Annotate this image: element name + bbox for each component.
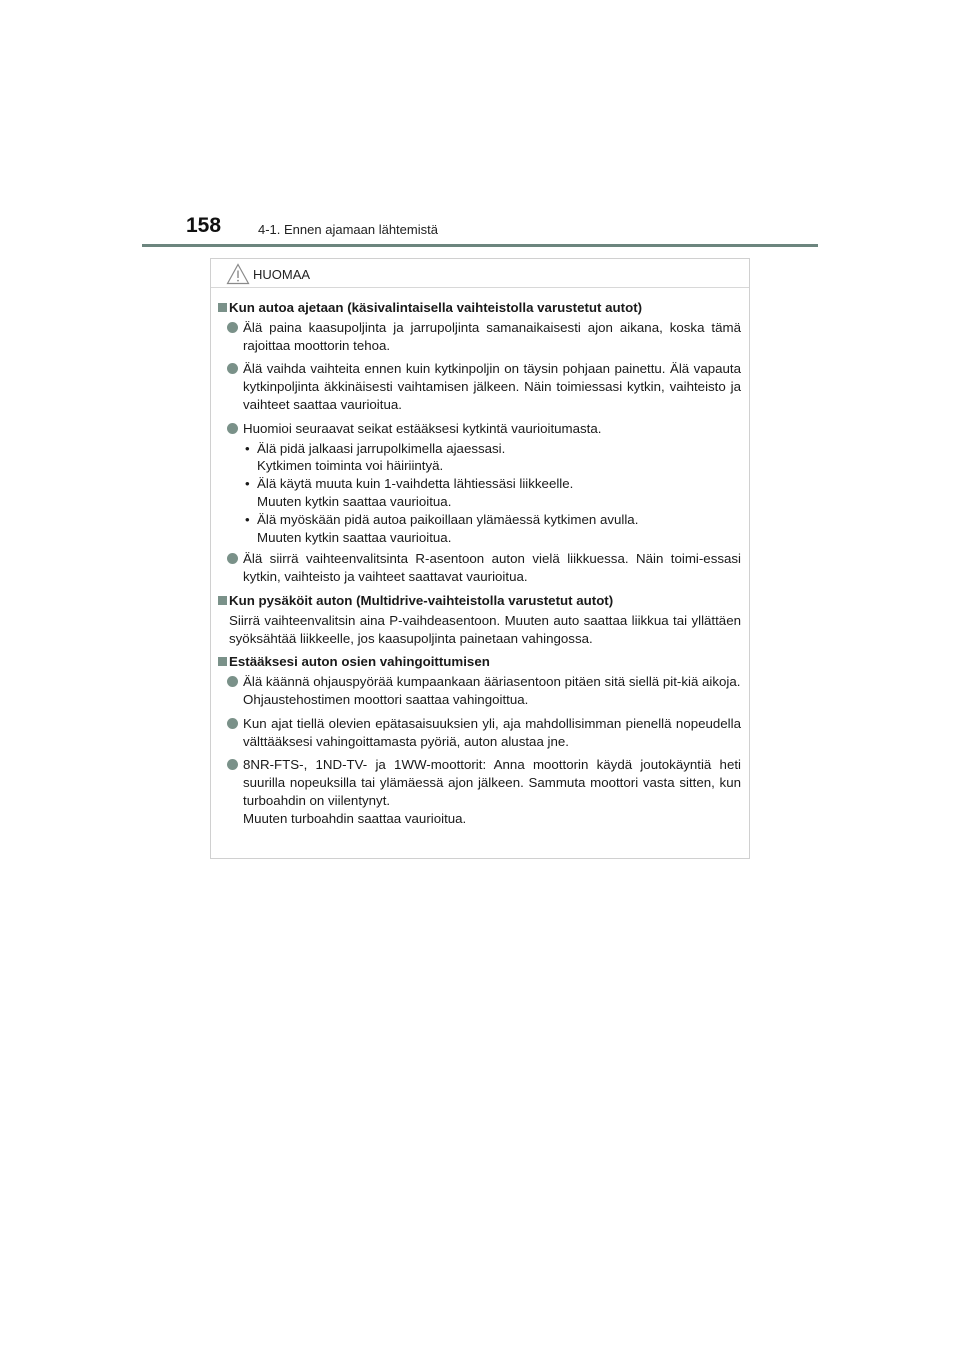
round-bullet-icon [227,363,238,374]
round-bullet-icon [227,322,238,333]
notice-box [210,258,750,859]
list-item: Älä käännä ohjauspyörää kumpaankaan ääriasentoon pitäen sitä siellä pit-kiä aikoja. Ohjaustehostimen moottori saattaa vahingoittua. [211,673,741,709]
notice-header [226,262,310,286]
page-number: 158 [186,214,222,237]
section-heading: Kun autoa ajetaan (käsivalintaisella vaihteistolla varustetut autot) [211,299,741,317]
sub-list [211,440,741,547]
notice-label: HUOMAA [253,266,311,282]
list-item: Huomioi seuraavat seikat estääksesi kytkintä vaurioitumasta. [211,420,741,438]
header-rule [142,244,818,247]
round-bullet-icon [227,553,238,564]
round-bullet-icon [227,423,238,434]
list-item: Älä vaihda vaihteita ennen kuin kytkinpoljin on täysin pohjaan painettu. Älä vapauta kytkinpoljinta äkkinäisesti vaihtamisen jälkeen. Näin toimiessasi kytkin, vaihteisto ja vaihteet saattaa vaurioitua. [211,360,741,413]
sub-item: • Älä käytä muuta kuin 1-vaihdetta lähtiessäsi liikkeelle. Muuten kytkin saattaa vaurioitua. [245,476,574,509]
dot-marker-icon: • [245,511,250,527]
list-item: Älä siirrä vaihteenvalitsinta R-asentoon auton vielä liikkuessa. Näin toimi-essasi kytkin, vaihteisto ja vaihteet saattavat vaurioitua. [211,550,741,586]
round-bullet-icon [227,718,238,729]
warning-triangle-icon [226,263,250,285]
notice-divider [211,287,749,288]
round-bullet-icon [227,759,238,770]
dot-marker-icon: • [245,476,250,492]
list-item: 8NR-FTS-, 1ND-TV- ja 1WW-moottorit: Anna moottorin käydä joutokäyntiä heti suurilla nopeuksilla tai ylämäessä ajon jälkeen. Sammuta moottori vasta sitten, kun turboahdin on viilentynyt. Muuten turboahdin saattaa vaurioitua. [211,756,741,827]
list-item: Älä paina kaasupoljinta ja jarrupoljinta samanaikaisesti ajon aikana, koska tämä rajoittaa moottorin tehoa. [211,319,741,355]
sub-item: • Älä myöskään pidä autoa paikoillaan ylämäessä kytkimen avulla. Muuten kytkin saattaa vaurioitua. [245,511,639,545]
square-bullet-icon [218,596,227,605]
section-heading: Estääksesi auton osien vahingoittumisen [211,653,741,671]
page-header [0,0,960,250]
notice-content [211,299,741,834]
sub-item: • Älä pidä jalkaasi jarrupolkimella ajaessasi. Kytkimen toiminta voi häiriintyä. [245,440,506,474]
square-bullet-icon [218,303,227,312]
round-bullet-icon [227,676,238,687]
dot-marker-icon: • [245,440,250,456]
square-bullet-icon [218,657,227,666]
section-title: 4-1. Ennen ajamaan lähtemistä [258,222,438,237]
list-item: Kun ajat tiellä olevien epätasaisuuksien yli, aja mahdollisimman pienellä nopeudella välttääksesi vahingoittamasta pyöriä, auton alustaa jne. [211,715,741,751]
section-heading: Kun pysäköit auton (Multidrive-vaihteistolla varustetut autot) [211,592,741,610]
paragraph: Siirrä vaihteenvalitsin aina P-vaihdeasentoon. Muuten auto saattaa liikkua tai yllättäen syöksähtää liikkeelle, jos kaasupoljinta painetaan vahingossa. [229,612,741,646]
